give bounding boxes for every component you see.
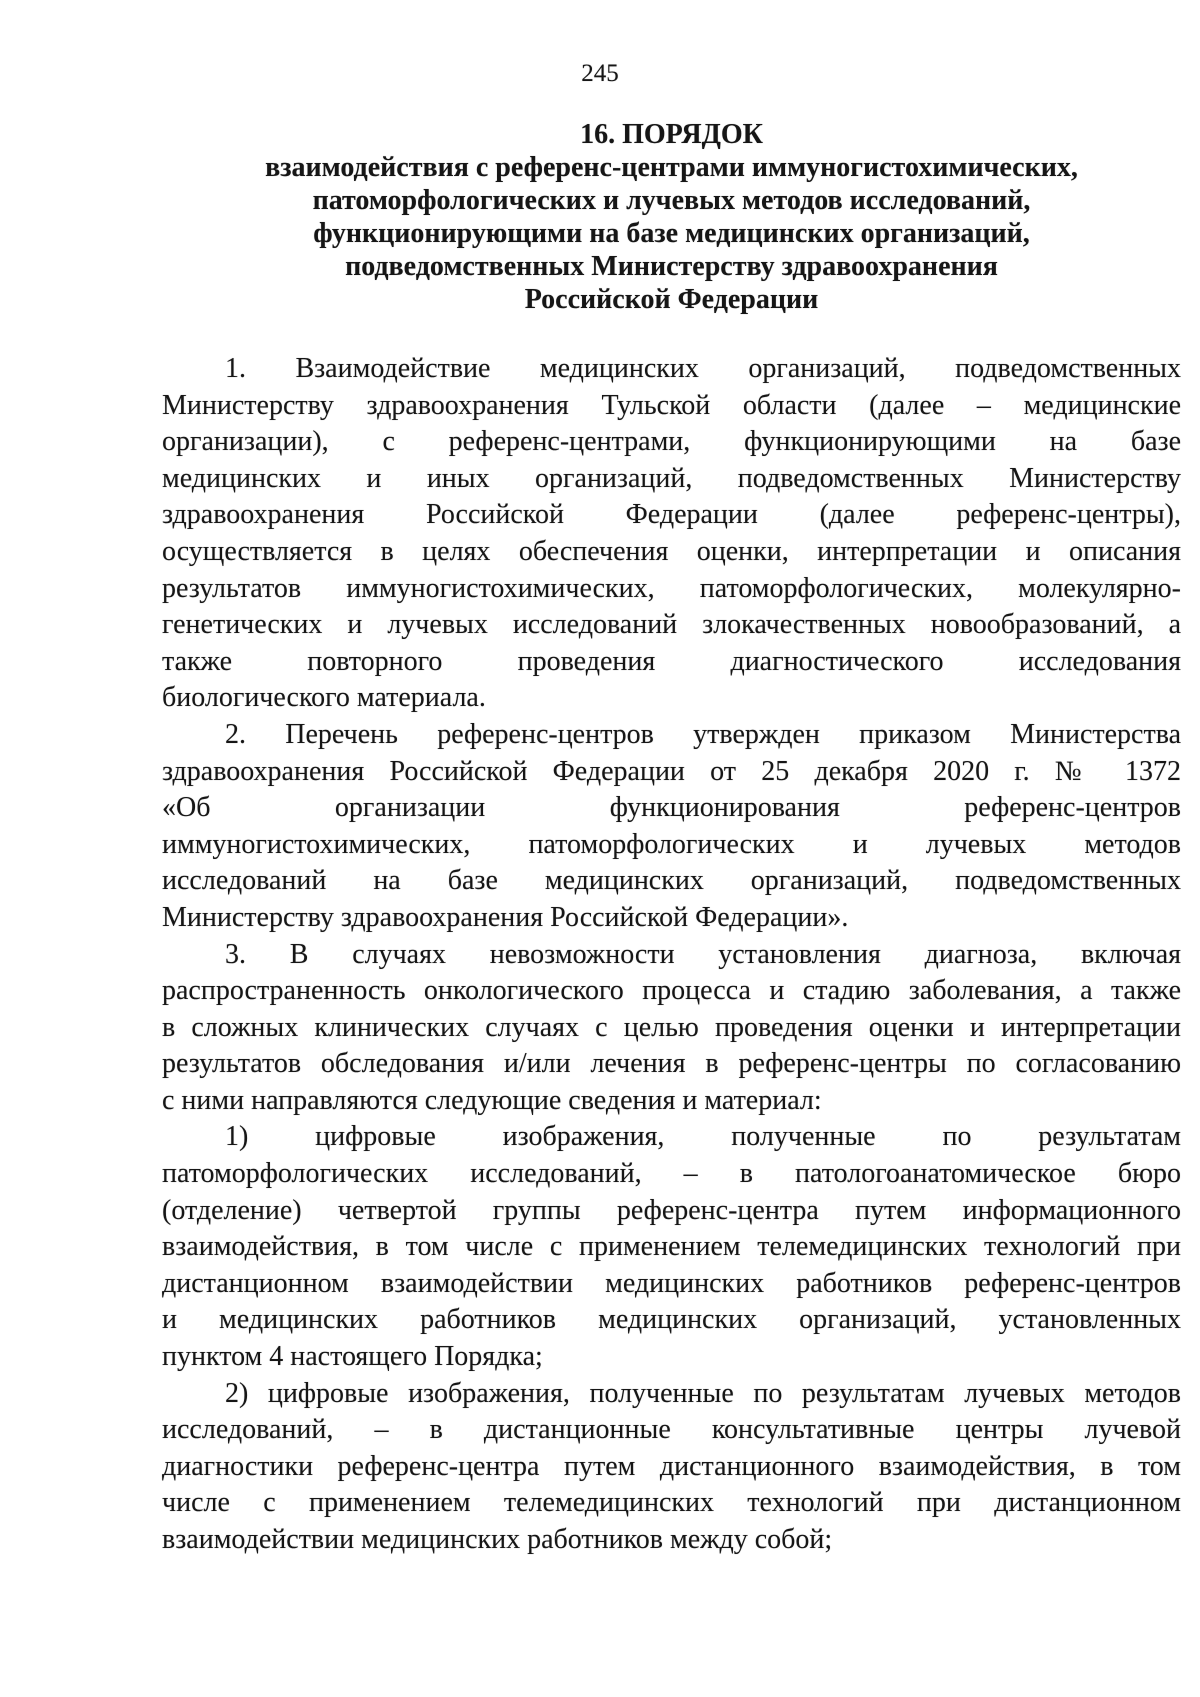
paragraph-line: Министерству здравоохранения Российской Федерации». bbox=[162, 901, 849, 933]
title-line-methods: патоморфологических и лучевых методов исследований, bbox=[312, 185, 1031, 216]
paragraph-line: в сложных клинических случаях с целью проведения оценки и интерпретации bbox=[162, 1011, 1181, 1043]
paragraph-line: 1. Взаимодействие медицинских организаций, подведомственных bbox=[225, 353, 1181, 384]
paragraph bbox=[162, 717, 1181, 937]
paragraph-line: 3. В случаях невозможности установления диагноза, включая bbox=[225, 938, 1181, 970]
document-title bbox=[162, 118, 1181, 316]
paragraph-line: здравоохранения Российской Федерации (далее референс-центры), bbox=[162, 499, 1181, 531]
paragraph-line: биологического материала. bbox=[162, 682, 486, 714]
paragraph-line: Министерству здравоохранения Тульской области (далее – медицинские bbox=[162, 389, 1181, 421]
document-body bbox=[162, 351, 1181, 1559]
paragraph bbox=[162, 1376, 1181, 1559]
paragraph-line: также повторного проведения диагностического исследования bbox=[162, 645, 1181, 677]
paragraph-line: дистанционном взаимодействии медицинских работников референс-центров bbox=[162, 1267, 1181, 1299]
paragraph bbox=[162, 937, 1181, 1120]
paragraph-line: диагностики референс-центра путем дистанционного взаимодействия, в том bbox=[162, 1450, 1181, 1482]
paragraph-line: взаимодействии медицинских работников между собой; bbox=[162, 1524, 833, 1555]
paragraph-line: пунктом 4 настоящего Порядка; bbox=[162, 1341, 543, 1373]
paragraph-line: взаимодействия, в том числе с применением телемедицинских технологий при bbox=[162, 1231, 1181, 1263]
title-line-ministry: подведомственных Министерству здравоохранения bbox=[345, 251, 998, 282]
text-column bbox=[162, 118, 1181, 1559]
paragraph-line: здравоохранения Российской Федерации от 25 декабря 2020 г. № 1372 bbox=[162, 755, 1181, 787]
title-line-subject: взаимодействия с референс-центрами иммуногистохимических, bbox=[265, 152, 1078, 183]
paragraph-line: результатов иммуногистохимических, патоморфологических, молекулярно- bbox=[162, 572, 1181, 604]
page-number: 245 bbox=[581, 60, 619, 87]
paragraph-line: и медицинских работников медицинских организаций, установленных bbox=[162, 1304, 1181, 1336]
paragraph bbox=[162, 351, 1181, 717]
paragraph-line: 2) цифровые изображения, полученные по результатам лучевых методов bbox=[225, 1377, 1181, 1409]
paragraph-line: 1) цифровые изображения, полученные по результатам bbox=[225, 1121, 1181, 1153]
paragraph-line: (отделение) четвертой группы референс-центра путем информационного bbox=[162, 1194, 1181, 1226]
paragraph-line: результатов обследования и/или лечения в референс-центры по согласованию bbox=[162, 1048, 1181, 1080]
title-line-country: Российской Федерации bbox=[524, 284, 819, 315]
paragraph-line: организации), с референс-центрами, функционирующими на базе bbox=[162, 426, 1181, 458]
paragraph-line: с ними направляются следующие сведения и материал: bbox=[162, 1084, 822, 1116]
paragraph-line: осуществляется в целях обеспечения оценки, интерпретации и описания bbox=[162, 535, 1181, 567]
paragraph-line: медицинских и иных организаций, подведомственных Министерству bbox=[162, 462, 1181, 494]
title-line-number: 16. ПОРЯДОК bbox=[580, 119, 763, 150]
paragraph bbox=[162, 1119, 1181, 1375]
paragraph-line: генетических и лучевых исследований злокачественных новообразований, а bbox=[162, 609, 1181, 641]
title-line-basis: функционирующими на базе медицинских организаций, bbox=[313, 218, 1030, 249]
paragraph-line: патоморфологических исследований, – в патологоанатомическое бюро bbox=[162, 1158, 1181, 1190]
paragraph-line: 2. Перечень референс-центров утвержден приказом Министерства bbox=[225, 718, 1181, 750]
paragraph-line: числе с применением телемедицинских технологий при дистанционном bbox=[162, 1487, 1181, 1519]
paragraph-line: распространенность онкологического процесса и стадию заболевания, а также bbox=[162, 975, 1181, 1007]
paragraph-line: иммуногистохимических, патоморфологических и лучевых методов bbox=[162, 828, 1181, 860]
paragraph-line: «Об организации функционирования референс-центров bbox=[162, 792, 1181, 824]
paragraph-line: исследований на базе медицинских организаций, подведомственных bbox=[162, 865, 1181, 897]
paragraph-line: исследований, – в дистанционные консультативные центры лучевой bbox=[162, 1414, 1181, 1446]
